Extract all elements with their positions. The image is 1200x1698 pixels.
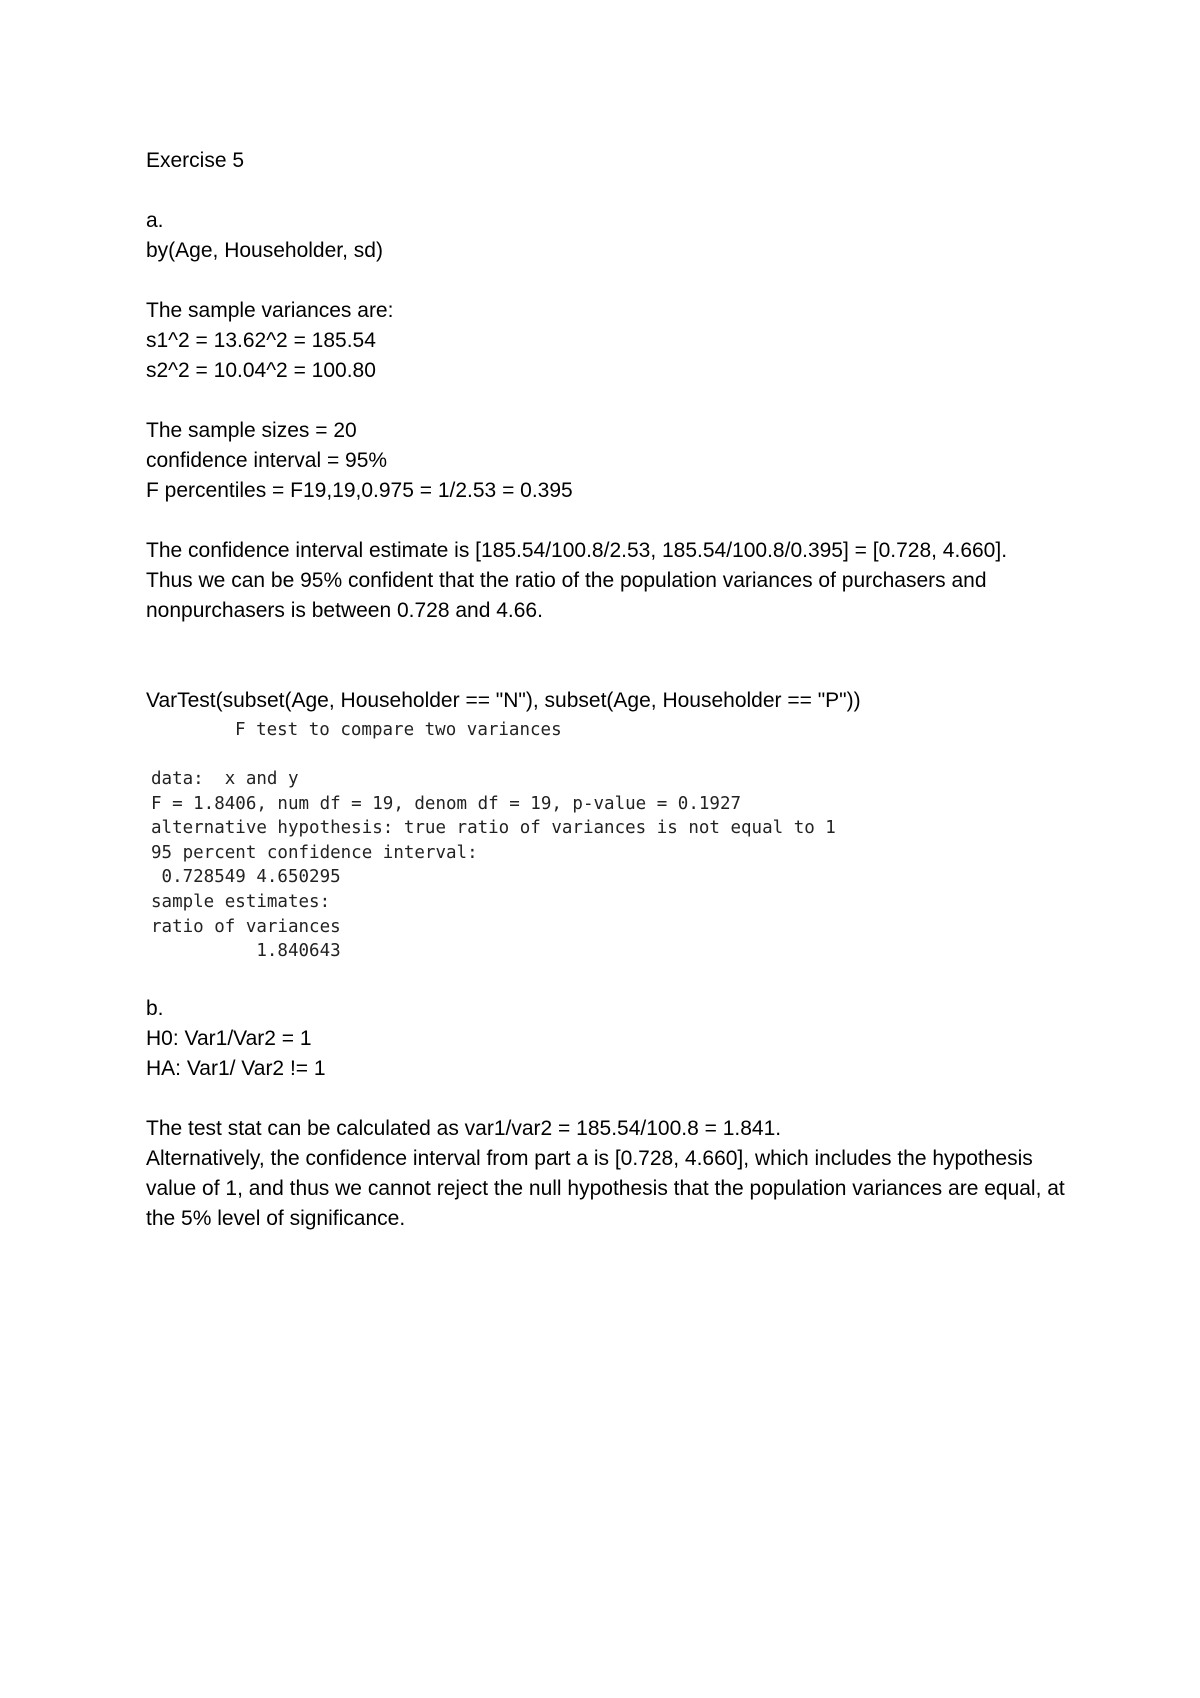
- f-percentiles: F percentiles = F19,19,0.975 = 1/2.53 = 0.395: [146, 479, 573, 502]
- r-estimates-label: sample estimates:: [151, 891, 331, 912]
- alternative-conclusion: Alternatively, the confidence interval from part a is [0.728, 4.660], which includes the hypothesis value of 1, and thus we cannot reject the null hypothesis that the population variances are equal, at the 5% level of significance.: [146, 1147, 1065, 1230]
- r-ci-values: 0.728549 4.650295: [151, 867, 341, 888]
- confidence-level: confidence interval = 95%: [146, 449, 388, 472]
- r-f-line: F = 1.8406, num df = 19, denom df = 19, p-value = 0.1927: [151, 793, 742, 814]
- ci-block: [146, 536, 1066, 626]
- sizes-block: [146, 416, 1066, 506]
- r-alt-line: alternative hypothesis: true ratio of variances is not equal to 1: [151, 818, 836, 839]
- r-data-line: data: x and y: [151, 769, 299, 789]
- exercise-title: Exercise 5: [146, 149, 245, 172]
- part-b-label: b.: [146, 997, 164, 1020]
- part-a-label: a.: [146, 209, 164, 232]
- by-command: by(Age, Householder, sd): [146, 239, 383, 262]
- s2-variance: s2^2 = 10.04^2 = 100.80: [146, 359, 376, 382]
- r-output-heading-block: [235, 718, 1135, 743]
- part-b-block: [146, 994, 1066, 1084]
- sample-sizes: The sample sizes = 20: [146, 419, 357, 442]
- alt-hypothesis: HA: Var1/ Var2 != 1: [146, 1057, 326, 1080]
- null-hypothesis: H0: Var1/Var2 = 1: [146, 1027, 312, 1050]
- r-ratio-value: 1.840643: [151, 941, 341, 962]
- r-output-block: [151, 767, 1051, 964]
- exercise-title-block: [146, 146, 1066, 176]
- ci-conclusion: Thus we can be 95% confident that the ratio of the population variances of purchasers and nonpurchasers is between 0.728 and 4.66.: [146, 569, 987, 622]
- r-ci-label: 95 percent confidence interval:: [151, 842, 478, 863]
- variances-header: The sample variances are:: [146, 299, 394, 322]
- vartest-block: [146, 686, 1066, 716]
- ci-estimate: The confidence interval estimate is [185.54/100.8/2.53, 185.54/100.8/0.395] = [0.728, 4.660].: [146, 539, 1008, 562]
- variances-block: [146, 296, 1066, 386]
- vartest-command: VarTest(subset(Age, Householder == "N"), subset(Age, Householder == "P")): [146, 689, 861, 712]
- test-stat: The test stat can be calculated as var1/var2 = 185.54/100.8 = 1.841.: [146, 1117, 782, 1140]
- part-b-conclusion-block: [146, 1114, 1066, 1234]
- part-a-intro: [146, 206, 1066, 266]
- r-ratio-label: ratio of variances: [151, 916, 341, 937]
- r-output-heading: F test to compare two variances: [235, 720, 562, 740]
- s1-variance: s1^2 = 13.62^2 = 185.54: [146, 329, 376, 352]
